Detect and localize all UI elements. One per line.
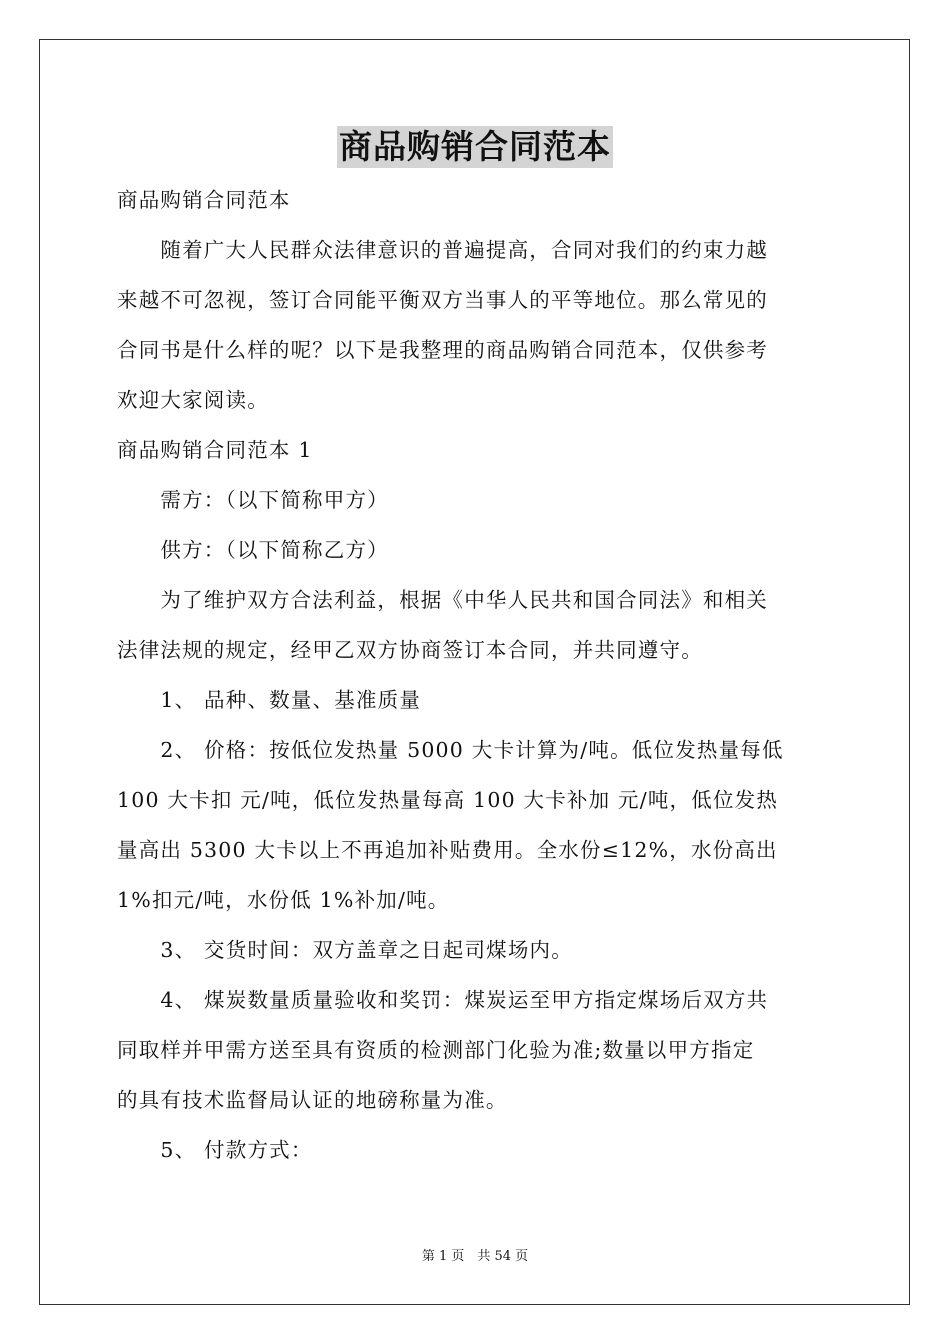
body-line: 法律法规的规定，经甲乙双方协商签订本合同，并共同遵守。: [117, 638, 703, 662]
body-line: 来越不可忽视，签订合同能平衡双方当事人的平等地位。那么常见的: [117, 288, 768, 312]
document-title: 商品购销合同范本: [339, 127, 611, 166]
body-line: 供方：（以下简称乙方）: [117, 538, 389, 562]
clause-line: 4、 煤炭数量质量验收和奖罚：煤炭运至甲方指定煤场后双方共: [117, 988, 769, 1012]
body-line: 为了维护双方合法利益，根据《中华人民共和国合同法》和相关: [117, 588, 768, 612]
body-line: 的具有技术监督局认证的地磅称量为准。: [117, 1088, 508, 1112]
section-heading: 商品购销合同范本 1: [117, 438, 313, 462]
body-line: 同取样并甲需方送至具有资质的检测部门化验为准;数量以甲方指定: [117, 1038, 755, 1062]
clause-line: 5、 付款方式：: [117, 1138, 313, 1162]
clause-line: 3、 交货时间：双方盖章之日起司煤场内。: [117, 938, 573, 962]
body-line: 100 大卡扣 元/吨，低位发热量每高 100 大卡补加 元/吨，低位发热: [117, 788, 779, 812]
body-line: 需方：（以下简称甲方）: [117, 488, 389, 512]
body-line: 1%扣元/吨，水份低 1%补加/吨。: [117, 888, 450, 912]
clause-line: 2、 价格：按低位发热量 5000 大卡计算为/吨。低位发热量每低: [117, 738, 784, 762]
body-line: 合同书是什么样的呢？以下是我整理的商品购销合同范本，仅供参考: [117, 338, 768, 362]
subtitle-line: 商品购销合同范本: [117, 188, 291, 212]
page-border: [39, 39, 910, 1305]
body-line: 量高出 5300 大卡以上不再追加补贴费用。全水份≤12%，水份高出: [117, 838, 778, 862]
body-line: 随着广大人民群众法律意识的普遍提高，合同对我们的约束力越: [117, 238, 768, 262]
body-line: 欢迎大家阅读。: [117, 388, 269, 412]
title-container: [0, 126, 950, 168]
clause-line: 1、 品种、数量、基准质量: [117, 688, 422, 712]
page-footer: 第 1 页 共 54 页: [421, 1249, 529, 1264]
